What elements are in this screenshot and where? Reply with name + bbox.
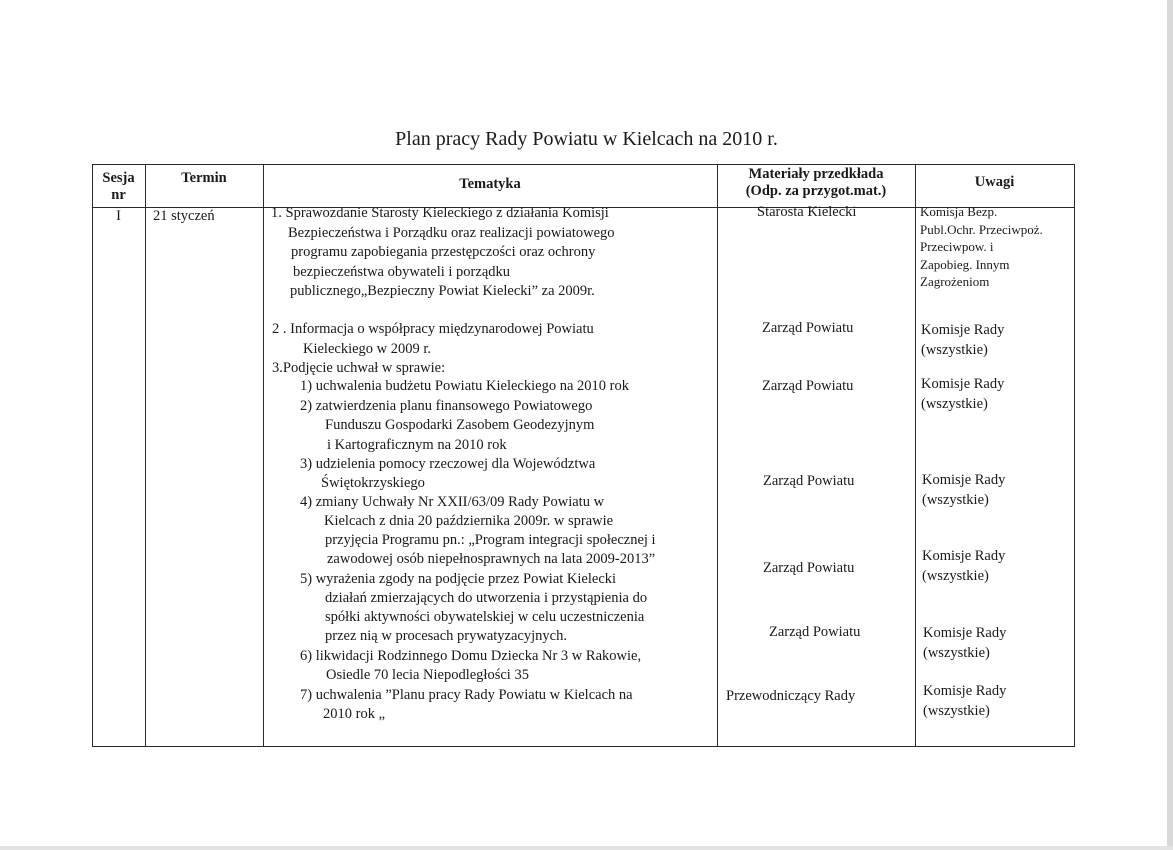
cell-materialy: Przewodniczący Rady [726, 688, 856, 704]
uwagi-line: (wszystkie) [922, 567, 989, 584]
topic-subitem-line: 5) wyrażenia zgody na podjęcie przez Powiat Kielecki [300, 571, 617, 587]
uwagi-line: Komisje Rady [923, 625, 1007, 641]
header-materialy [717, 166, 915, 200]
uwagi-line: (wszystkie) [923, 702, 990, 719]
topic-subitem-line: Osiedle 70 lecia Niepodległości 35 [326, 667, 529, 683]
header-sesja [92, 170, 145, 204]
topic-subitem-line: działań zmierzających do utworzenia i przystąpienia do [325, 590, 648, 606]
topic-subitem-line: i Kartograficznym na 2010 rok [327, 437, 507, 453]
topic-subitem-line: 4) zmiany Uchwały Nr XXII/63/09 Rady Powiatu w [300, 494, 605, 510]
topic-line: Kieleckiego w 2009 r. [303, 341, 432, 357]
topic-subitem-line: 6) likwidacji Rodzinnego Domu Dziecka Nr 3 w Rakowie, [300, 648, 642, 664]
uwagi-line: Przeciwpow. i [920, 239, 994, 254]
topic-heading: 3.Podjęcie uchwał w sprawie: [272, 360, 446, 376]
uwagi-line: (wszystkie) [923, 644, 990, 661]
cell-uwagi [922, 547, 1005, 586]
column-divider [145, 164, 146, 747]
cell-termin: 21 styczeń [153, 208, 215, 224]
scan-edge [0, 846, 1173, 850]
topic-subitem-line: 3) udzielenia pomocy rzeczowej dla Województwa [300, 456, 596, 472]
topic-subitem-line: zawodowej osób niepełnosprawnych na lata 2009-2013” [327, 551, 656, 567]
cell-uwagi [921, 375, 1004, 414]
table-border-bottom [92, 746, 1075, 747]
cell-materialy: Zarząd Powiatu [762, 378, 854, 394]
uwagi-line: Publ.Ochr. Przeciwpoż. [920, 221, 1043, 237]
topic-line: publicznego„Bezpieczny Powiat Kielecki” za 2009r. [290, 283, 595, 299]
cell-materialy: Zarząd Powiatu [763, 473, 855, 489]
cell-materialy: Zarząd Powiatu [763, 560, 855, 576]
cell-sesja: I [116, 208, 121, 224]
topic-subitem-line: 2) zatwierdzenia planu finansowego Powiatowego [300, 398, 593, 414]
topic-subitem-line: 1) uchwalenia budżetu Powiatu Kieleckiego na 2010 rok [300, 378, 629, 394]
header-materialy-line: Materiały przedkłada [748, 166, 884, 182]
topic-subitem-line: 2010 rok „ [323, 706, 386, 722]
uwagi-line: (wszystkie) [922, 491, 989, 508]
uwagi-line: Komisje Rady [922, 548, 1006, 564]
uwagi-line: Komisje Rady [922, 472, 1006, 488]
uwagi-line: Zapobieg. Innym [920, 256, 1010, 272]
cell-uwagi [920, 203, 1043, 291]
header-materialy-line: (Odp. za przygot.mat.) [745, 183, 887, 199]
column-divider [263, 164, 264, 747]
topic-line: programu zapobiegania przestępczości oraz ochrony [291, 244, 596, 260]
column-divider [915, 164, 916, 747]
topic-line: 2 . Informacja o współpracy międzynarodowej Powiatu [272, 321, 594, 337]
uwagi-line: (wszystkie) [921, 395, 988, 412]
cell-materialy: Starosta Kielecki [757, 204, 857, 220]
header-sesja-line: nr [111, 187, 126, 203]
cell-uwagi [922, 471, 1005, 510]
table-border-left [92, 164, 93, 747]
topic-line: bezpieczeństwa obywateli i porządku [293, 264, 511, 280]
topic-line: Bezpieczeństwa i Porządku oraz realizacji powiatowego [288, 225, 615, 241]
topic-subitem-line: Kielcach z dnia 20 października 2009r. w sprawie [324, 513, 614, 529]
header-sesja-line: Sesja [102, 170, 135, 186]
uwagi-line: (wszystkie) [921, 341, 988, 358]
column-divider [717, 164, 718, 747]
cell-uwagi [923, 682, 1006, 721]
uwagi-line: Komisja Bezp. [920, 204, 998, 219]
topic-subitem-line: spółki aktywności obywatelskiej w celu uczestniczenia [325, 609, 645, 625]
cell-uwagi [923, 624, 1006, 663]
uwagi-line: Komisje Rady [923, 683, 1007, 699]
uwagi-line: Komisje Rady [921, 376, 1005, 392]
table-border-top [92, 164, 1075, 165]
cell-materialy: Zarząd Powiatu [769, 624, 861, 640]
table-border-right [1074, 164, 1075, 747]
header-uwagi: Uwagi [974, 174, 1015, 190]
topic-subitem-line: przez nią w procesach prywatyzacyjnych. [325, 628, 567, 644]
header-termin: Termin [181, 170, 227, 186]
uwagi-line: Zagrożeniom [920, 274, 990, 289]
topic-subitem-line: Funduszu Gospodarki Zasobem Geodezyjnym [325, 417, 595, 433]
topic-subitem-line: 7) uchwalenia ”Planu pracy Rady Powiatu w Kielcach na [300, 687, 633, 703]
topic-subitem-line: przyjęcia Programu pn.: „Program integracji społecznej i [325, 532, 656, 548]
cell-uwagi [921, 321, 1004, 360]
topic-line: 1. Sprawozdanie Starosty Kieleckiego z działania Komisji [271, 205, 609, 221]
topic-subitem-line: Świętokrzyskiego [321, 475, 425, 491]
document-title: Plan pracy Rady Powiatu w Kielcach na 2010 r. [395, 128, 778, 150]
cell-materialy: Zarząd Powiatu [762, 320, 854, 336]
uwagi-line: Komisje Rady [921, 322, 1005, 338]
header-tematyka: Tematyka [459, 176, 521, 192]
